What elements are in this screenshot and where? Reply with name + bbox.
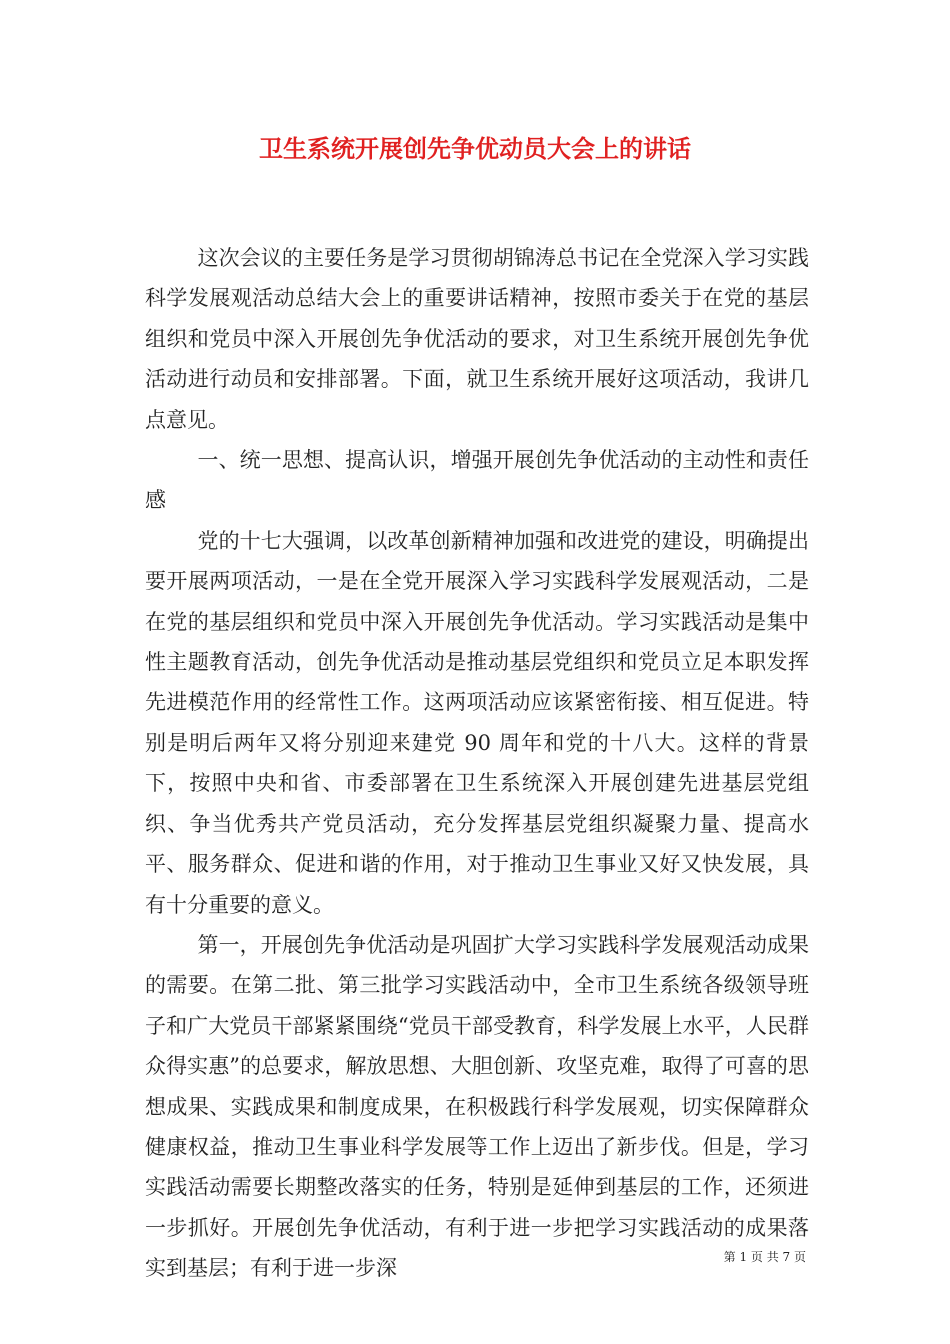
page-number: 第 1 页 共 7 页: [723, 1250, 806, 1264]
paragraph: 党的十七大强调，以改革创新精神加强和改进党的建设，明确提出要开展两项活动，一是在全党开展深入学习实践科学发展观活动，二是在党的基层组织和党员中深入开展创先争优活动。学习实践活动是集中性主题教育活动，创先争优活动是推动基层党组织和党员立足本职发挥先进模范作用的经常性工作。这两项活动应该紧密衔接、相互促进。特别是明后两年又将分别迎来建党 90 周年和党的十八大。这样的背景下，按照中央和省、市委部署在卫生系统深入开展创建先进基层党组织、争当优秀共产党员活动，充分发挥基层党组织凝聚力量、提高水平、服务群众、促进和谐的作用，对于推动卫生事业又好又快发展，具有十分重要的意义。: [145, 528, 809, 917]
section-heading: 一、统一思想、提高认识，增强开展创先争优活动的主动性和责任感: [145, 448, 809, 513]
paragraph: 第一，开展创先争优活动是巩固扩大学习实践科学发展观活动成果的需要。在第二批、第三批学习实践活动中，全市卫生系统各级领导班子和广大党员干部紧紧围绕“党员干部受教育，科学发展上水平，人民群众得实惠”的总要求，解放思想、大胆创新、攻坚克难，取得了可喜的思想成果、实践成果和制度成果，在积极践行科学发展观，切实保障群众健康权益，推动卫生事业科学发展等工作上迈出了新步伐。但是，学习实践活动需要长期整改落实的任务，特别是延伸到基层的工作，还须进一步抓好。开展创先争优活动，有利于进一步把学习实践活动的成果落实到基层；有利于进一步深: [145, 932, 809, 1281]
document-body: [145, 238, 809, 1289]
paragraph: 这次会议的主要任务是学习贯彻胡锦涛总书记在全党深入学习实践科学发展观活动总结大会上的重要讲话精神，按照市委关于在党的基层组织和党员中深入开展创先争优活动的要求，对卫生系统开展创先争优活动进行动员和安排部署。下面，就卫生系统开展好这项活动，我讲几点意见。: [145, 246, 809, 432]
document-title: 卫生系统开展创先争优动员大会上的讲话: [259, 134, 691, 163]
